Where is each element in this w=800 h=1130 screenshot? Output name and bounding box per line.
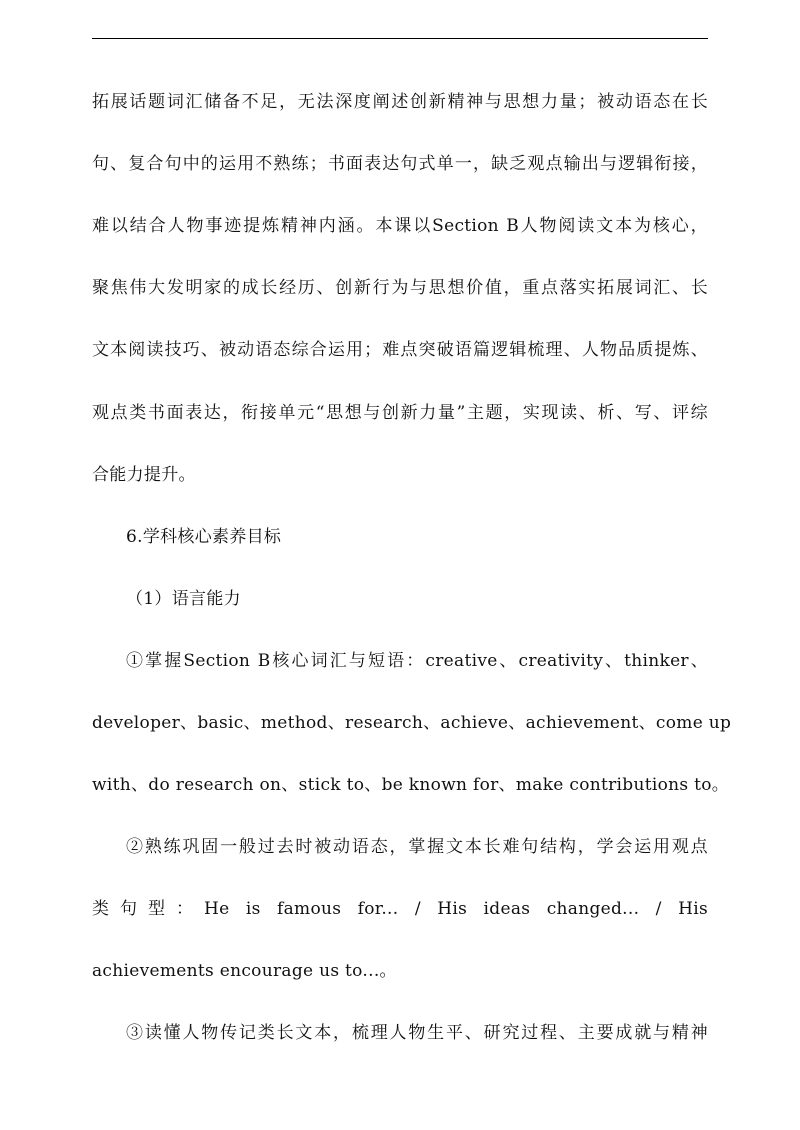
text-line: 文本阅读技巧、被动语态综合运用；难点突破语篇逻辑梳理、人物品质提炼、 bbox=[92, 340, 708, 360]
text-line: 观点类书面表达，衔接单元“思想与创新力量”主题，实现读、析、写、评综 bbox=[92, 403, 708, 423]
subsection-heading: （1）语言能力 bbox=[126, 589, 241, 609]
header-rule bbox=[92, 38, 708, 39]
text-line: ③读懂人物传记类长文本，梳理人物生平、研究过程、主要成就与精神 bbox=[126, 1023, 708, 1043]
text-line: 拓展话题词汇储备不足，无法深度阐述创新精神与思想力量；被动语态在长 bbox=[92, 92, 708, 112]
text-line: developer、basic、method、research、achieve、achievement、come up bbox=[92, 713, 732, 733]
text-line: ①掌握Section B核心词汇与短语：creative、creativity、thinker、 bbox=[126, 651, 708, 671]
text-line: 难以结合人物事迹提炼精神内涵。本课以Section B人物阅读文本为核心， bbox=[92, 216, 708, 236]
text-line: ②熟练巩固一般过去时被动语态，掌握文本长难句结构，学会运用观点 bbox=[126, 837, 708, 857]
text-line: 类句型：He is famous for... / His ideas changed... / His bbox=[92, 899, 708, 919]
section-heading: 6.学科核心素养目标 bbox=[126, 527, 282, 547]
text-line: 聚焦伟大发明家的成长经历、创新行为与思想价值，重点落实拓展词汇、长 bbox=[92, 278, 708, 298]
text-line: with、do research on、stick to、be known for、make contributions to。 bbox=[92, 775, 730, 795]
text-line: 句、复合句中的运用不熟练；书面表达句式单一，缺乏观点输出与逻辑衔接， bbox=[92, 154, 708, 174]
text-line: 合能力提升。 bbox=[92, 465, 196, 485]
text-line: achievements encourage us to...。 bbox=[92, 961, 397, 981]
